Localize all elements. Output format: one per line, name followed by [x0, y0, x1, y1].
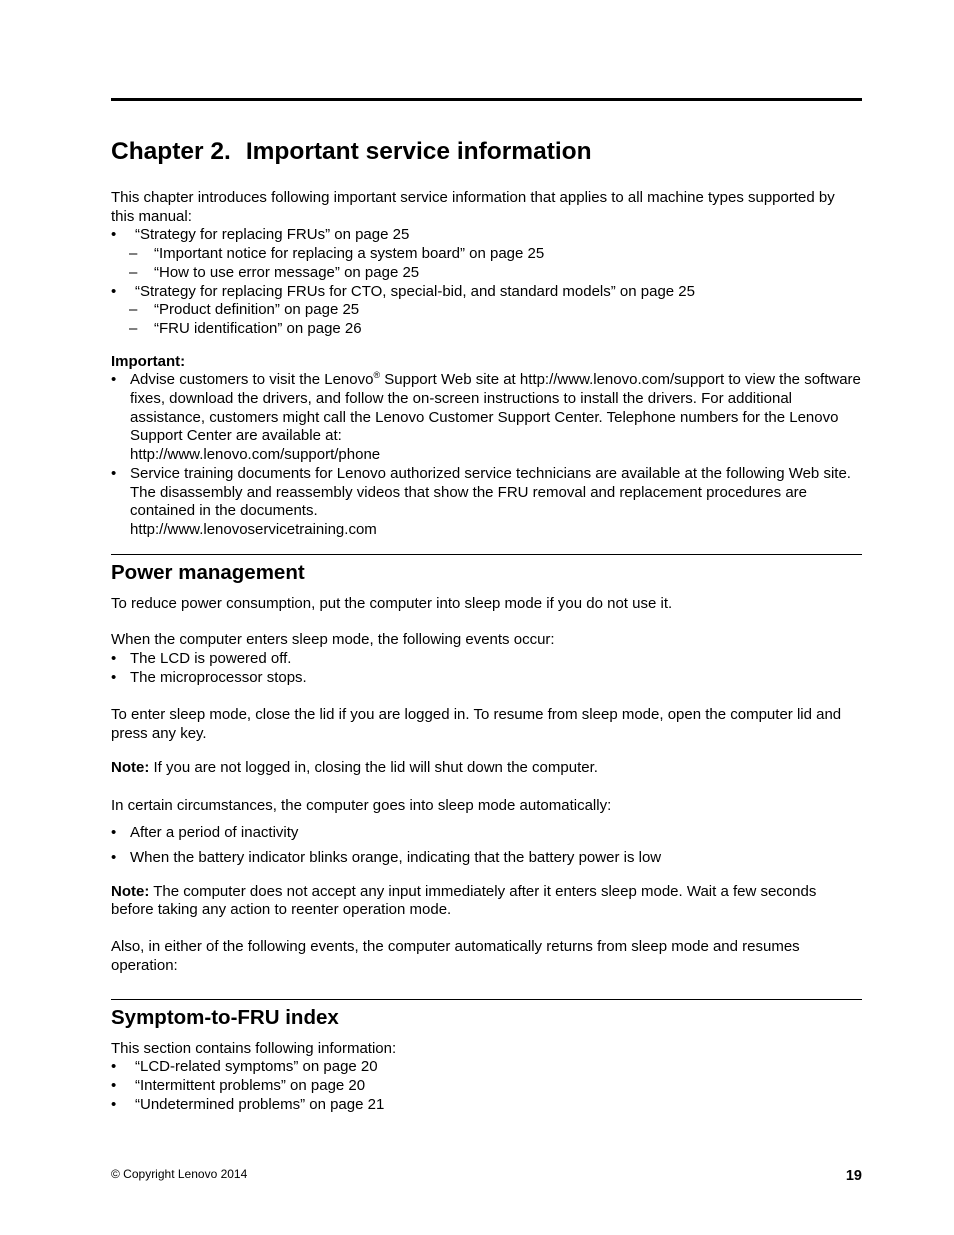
bullet: – — [129, 263, 138, 281]
symptom-list — [111, 1058, 862, 1114]
bullet: • — [111, 226, 117, 244]
toc-item[interactable] — [111, 283, 862, 302]
symptom-heading: Symptom-to-FRU index — [111, 1005, 339, 1029]
toc-item-text[interactable]: “LCD-related symptoms” on page 20 — [135, 1058, 378, 1076]
bullet: • — [111, 282, 117, 300]
power-p4: In certain circumstances, the computer goes into sleep mode automatically: — [111, 796, 612, 814]
toc-item[interactable] — [111, 301, 862, 320]
note-1 — [111, 759, 862, 778]
toc-item-text[interactable]: “How to use error message” on page 25 — [154, 263, 420, 281]
important-item-text: Advise customers to visit the Lenovo — [130, 371, 374, 389]
important-label: Important: — [111, 352, 186, 370]
important-item — [111, 465, 862, 540]
toc-item-text[interactable]: “Product definition” on page 25 — [154, 301, 360, 319]
toc-item[interactable] — [111, 226, 862, 245]
list-item-text: When the battery indicator blinks orange, indicating that the battery power is low — [130, 848, 662, 866]
bullet: • — [111, 668, 117, 686]
auto-sleep-list — [111, 824, 862, 867]
toc-item[interactable] — [111, 1058, 862, 1077]
power-p3: To enter sleep mode, close the lid if you are logged in. To resume from sleep mode, open the computer lid and press any key. — [111, 706, 842, 743]
support-phone-link[interactable]: http://www.lenovo.com/support/phone — [130, 446, 381, 464]
chapter-rule — [111, 98, 862, 101]
bullet: – — [129, 319, 138, 337]
toc-item[interactable] — [111, 1077, 862, 1096]
note-2 — [111, 883, 862, 920]
power-heading: Power management — [111, 560, 305, 584]
bullet: • — [111, 1095, 117, 1113]
important-item — [111, 371, 862, 465]
chapter-toc-list — [111, 226, 862, 338]
list-item-text: After a period of inactivity — [130, 824, 299, 842]
note-text: The computer does not accept any input immediately after it enters sleep mode. Wait a few seconds before taking any action to reenter operation mode. — [111, 882, 817, 919]
symptom-intro: This section contains following information: — [111, 1039, 397, 1057]
toc-item-text[interactable]: “Undetermined problems” on page 21 — [135, 1095, 385, 1113]
list-item — [111, 650, 862, 669]
toc-item[interactable] — [111, 264, 862, 283]
page-body — [111, 98, 862, 1114]
power-p1: To reduce power consumption, put the computer into sleep mode if you do not use it. — [111, 594, 673, 612]
note-label: Note: — [111, 758, 150, 776]
toc-item-text[interactable]: “Important notice for replacing a system board” on page 25 — [154, 245, 545, 263]
bullet: – — [129, 301, 138, 319]
list-item-text: The LCD is powered off. — [130, 650, 292, 668]
list-item — [111, 669, 862, 688]
toc-item[interactable] — [111, 1096, 862, 1115]
list-item — [111, 824, 862, 843]
bullet: – — [129, 245, 138, 263]
toc-item-text[interactable]: “Strategy for replacing FRUs” on page 25 — [135, 226, 410, 244]
section-rule — [111, 554, 862, 555]
bullet: • — [111, 824, 117, 842]
note-label: Note: — [111, 882, 150, 900]
page-number: 19 — [845, 1168, 862, 1184]
important-item-text-cont: Support Web site at http://www.lenovo.com/support to view the software fixes, download the drivers, and follow the on-screen instructions to install the drivers. For additional assistance, customers might call the Lenovo Customer Support Center. Telephone numbers for the Lenovo Support Center are available at: — [130, 371, 861, 445]
bullet: • — [111, 650, 117, 668]
bullet: • — [111, 848, 117, 866]
bullet: • — [111, 464, 117, 482]
important-list — [111, 371, 862, 539]
list-item — [111, 849, 862, 868]
chapter-title-text: Important service information — [245, 138, 592, 165]
toc-item-text[interactable]: “Strategy for replacing FRUs for CTO, special-bid, and standard models” on page 25 — [135, 282, 695, 300]
power-p2: When the computer enters sleep mode, the following events occur: — [111, 631, 555, 649]
copyright: © Copyright Lenovo 2014 — [111, 1167, 248, 1181]
bullet: • — [111, 1058, 117, 1076]
toc-item-text[interactable]: “Intermittent problems” on page 20 — [135, 1076, 366, 1094]
sleep-events-list — [111, 650, 862, 687]
toc-item-text[interactable]: “FRU identification” on page 26 — [154, 319, 362, 337]
bullet: • — [111, 371, 117, 389]
registered-mark: ® — [373, 370, 381, 381]
important-item-text: Service training documents for Lenovo authorized service technicians are available at the following Web site. The disassembly and reassembly videos that show the FRU removal and replacement procedures are contained in the documents. — [130, 464, 851, 520]
chapter-number: Chapter 2. — [111, 138, 231, 165]
bullet: • — [111, 1076, 117, 1094]
service-training-link[interactable]: http://www.lenovoservicetraining.com — [130, 520, 377, 538]
section-rule — [111, 999, 862, 1000]
toc-item[interactable] — [111, 245, 862, 264]
power-p5: Also, in either of the following events, the computer automatically returns from sleep mode and resumes operation: — [111, 938, 800, 974]
toc-item[interactable] — [111, 320, 862, 339]
note-text: If you are not logged in, closing the lid will shut down the computer. — [149, 758, 598, 776]
list-item-text: The microprocessor stops. — [130, 668, 307, 686]
chapter-title — [111, 137, 862, 167]
chapter-intro: This chapter introduces following important service information that applies to all machine types supported by this manual: — [111, 189, 835, 225]
